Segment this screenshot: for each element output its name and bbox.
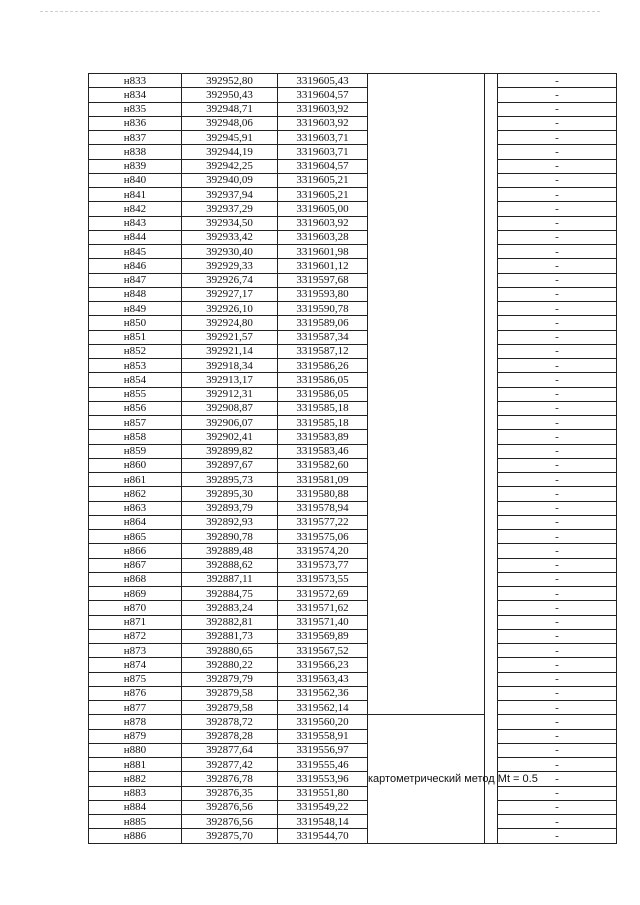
point-name-cell: н862 <box>89 487 182 501</box>
y-coordinate-cell: 3319603,71 <box>278 131 368 145</box>
x-coordinate-cell: 392876,56 <box>182 815 278 829</box>
dash-value-cell: - <box>498 786 617 800</box>
point-name-cell: н876 <box>89 686 182 700</box>
y-coordinate-cell: 3319583,46 <box>278 444 368 458</box>
point-name-cell: н863 <box>89 501 182 515</box>
table-row <box>89 202 617 216</box>
gap-cell <box>485 74 498 844</box>
dash-value-cell: - <box>498 373 617 387</box>
dash-value-cell: - <box>498 316 617 330</box>
point-name-cell: н853 <box>89 359 182 373</box>
x-coordinate-cell: 392950,43 <box>182 88 278 102</box>
point-name-cell: н860 <box>89 458 182 472</box>
x-coordinate-cell: 392876,78 <box>182 772 278 786</box>
point-name-cell: н842 <box>89 202 182 216</box>
x-coordinate-cell: 392889,48 <box>182 544 278 558</box>
point-name-cell: н854 <box>89 373 182 387</box>
table-row <box>89 344 617 358</box>
x-coordinate-cell: 392918,34 <box>182 359 278 373</box>
table-row <box>89 131 617 145</box>
table-row <box>89 159 617 173</box>
dash-value-cell: - <box>498 287 617 301</box>
x-coordinate-cell: 392881,73 <box>182 629 278 643</box>
table-row <box>89 644 617 658</box>
point-name-cell: н866 <box>89 544 182 558</box>
y-coordinate-cell: 3319586,05 <box>278 373 368 387</box>
x-coordinate-cell: 392948,06 <box>182 116 278 130</box>
x-coordinate-cell: 392942,25 <box>182 159 278 173</box>
point-name-cell: н869 <box>89 587 182 601</box>
point-name-cell: н852 <box>89 344 182 358</box>
table-row <box>89 74 617 88</box>
point-name-cell: н874 <box>89 658 182 672</box>
x-coordinate-cell: 392887,11 <box>182 572 278 586</box>
dash-value-cell: - <box>498 572 617 586</box>
y-coordinate-cell: 3319585,18 <box>278 401 368 415</box>
dash-value-cell: - <box>498 302 617 316</box>
coordinates-table <box>88 73 617 844</box>
point-name-cell: н851 <box>89 330 182 344</box>
dash-value-cell: - <box>498 815 617 829</box>
x-coordinate-cell: 392879,58 <box>182 686 278 700</box>
y-coordinate-cell: 3319548,14 <box>278 815 368 829</box>
point-name-cell: н864 <box>89 515 182 529</box>
table-row <box>89 145 617 159</box>
dash-value-cell: - <box>498 644 617 658</box>
table-row <box>89 686 617 700</box>
y-coordinate-cell: 3319578,94 <box>278 501 368 515</box>
y-coordinate-cell: 3319604,57 <box>278 159 368 173</box>
table-row <box>89 430 617 444</box>
table-row <box>89 815 617 829</box>
dash-value-cell: - <box>498 430 617 444</box>
dash-value-cell: - <box>498 359 617 373</box>
y-coordinate-cell: 3319587,12 <box>278 344 368 358</box>
y-coordinate-cell: 3319601,12 <box>278 259 368 273</box>
method-note-cell: картометрический метод Mt = 0.5 <box>368 715 485 843</box>
point-name-cell: н857 <box>89 416 182 430</box>
x-coordinate-cell: 392937,94 <box>182 188 278 202</box>
dash-value-cell: - <box>498 772 617 786</box>
point-name-cell: н871 <box>89 615 182 629</box>
y-coordinate-cell: 3319586,05 <box>278 387 368 401</box>
dash-value-cell: - <box>498 102 617 116</box>
table-row <box>89 116 617 130</box>
dash-value-cell: - <box>498 473 617 487</box>
point-name-cell: н886 <box>89 829 182 843</box>
y-coordinate-cell: 3319573,77 <box>278 558 368 572</box>
table-row <box>89 387 617 401</box>
table-row <box>89 316 617 330</box>
point-name-cell: н833 <box>89 74 182 88</box>
x-coordinate-cell: 392879,58 <box>182 701 278 715</box>
table-row <box>89 572 617 586</box>
dash-value-cell: - <box>498 216 617 230</box>
table-row <box>89 330 617 344</box>
x-coordinate-cell: 392878,28 <box>182 729 278 743</box>
table-row <box>89 173 617 187</box>
y-coordinate-cell: 3319593,80 <box>278 287 368 301</box>
y-coordinate-cell: 3319605,21 <box>278 173 368 187</box>
point-name-cell: н848 <box>89 287 182 301</box>
x-coordinate-cell: 392895,30 <box>182 487 278 501</box>
table-row <box>89 758 617 772</box>
y-coordinate-cell: 3319603,92 <box>278 116 368 130</box>
table-row <box>89 302 617 316</box>
table-row <box>89 487 617 501</box>
dash-value-cell: - <box>498 658 617 672</box>
y-coordinate-cell: 3319582,60 <box>278 458 368 472</box>
y-coordinate-cell: 3319604,57 <box>278 88 368 102</box>
dash-value-cell: - <box>498 458 617 472</box>
table-row <box>89 245 617 259</box>
dash-value-cell: - <box>498 74 617 88</box>
table-row <box>89 587 617 601</box>
dash-value-cell: - <box>498 743 617 757</box>
y-coordinate-cell: 3319601,98 <box>278 245 368 259</box>
dash-value-cell: - <box>498 758 617 772</box>
dash-value-cell: - <box>498 202 617 216</box>
y-coordinate-cell: 3319573,55 <box>278 572 368 586</box>
y-coordinate-cell: 3319577,22 <box>278 515 368 529</box>
x-coordinate-cell: 392921,57 <box>182 330 278 344</box>
x-coordinate-cell: 392908,87 <box>182 401 278 415</box>
point-name-cell: н875 <box>89 672 182 686</box>
dash-value-cell: - <box>498 587 617 601</box>
table-row <box>89 701 617 715</box>
x-coordinate-cell: 392945,91 <box>182 131 278 145</box>
dash-value-cell: - <box>498 558 617 572</box>
dash-value-cell: - <box>498 601 617 615</box>
table-row <box>89 800 617 814</box>
y-coordinate-cell: 3319587,34 <box>278 330 368 344</box>
table-row <box>89 216 617 230</box>
point-name-cell: н885 <box>89 815 182 829</box>
point-name-cell: н855 <box>89 387 182 401</box>
y-coordinate-cell: 3319586,26 <box>278 359 368 373</box>
dash-value-cell: - <box>498 387 617 401</box>
y-coordinate-cell: 3319553,96 <box>278 772 368 786</box>
dash-value-cell: - <box>498 344 617 358</box>
dash-value-cell: - <box>498 530 617 544</box>
x-coordinate-cell: 392952,80 <box>182 74 278 88</box>
y-coordinate-cell: 3319581,09 <box>278 473 368 487</box>
x-coordinate-cell: 392944,19 <box>182 145 278 159</box>
table-row <box>89 287 617 301</box>
y-coordinate-cell: 3319566,23 <box>278 658 368 672</box>
dash-value-cell: - <box>498 515 617 529</box>
dash-value-cell: - <box>498 188 617 202</box>
dash-value-cell: - <box>498 544 617 558</box>
coordinates-table-body <box>89 74 617 844</box>
point-name-cell: н867 <box>89 558 182 572</box>
dash-value-cell: - <box>498 330 617 344</box>
x-coordinate-cell: 392880,22 <box>182 658 278 672</box>
point-name-cell: н847 <box>89 273 182 287</box>
point-name-cell: н861 <box>89 473 182 487</box>
x-coordinate-cell: 392876,56 <box>182 800 278 814</box>
table-row <box>89 444 617 458</box>
x-coordinate-cell: 392926,10 <box>182 302 278 316</box>
dash-value-cell: - <box>498 444 617 458</box>
dash-value-cell: - <box>498 487 617 501</box>
y-coordinate-cell: 3319605,21 <box>278 188 368 202</box>
table-row <box>89 88 617 102</box>
table-row <box>89 102 617 116</box>
point-name-cell: н868 <box>89 572 182 586</box>
x-coordinate-cell: 392921,14 <box>182 344 278 358</box>
y-coordinate-cell: 3319551,80 <box>278 786 368 800</box>
y-coordinate-cell: 3319544,70 <box>278 829 368 843</box>
y-coordinate-cell: 3319560,20 <box>278 715 368 729</box>
table-row <box>89 416 617 430</box>
table-row <box>89 458 617 472</box>
table-row <box>89 601 617 615</box>
x-coordinate-cell: 392877,64 <box>182 743 278 757</box>
y-coordinate-cell: 3319562,36 <box>278 686 368 700</box>
y-coordinate-cell: 3319603,71 <box>278 145 368 159</box>
x-coordinate-cell: 392899,82 <box>182 444 278 458</box>
table-row <box>89 401 617 415</box>
table-row <box>89 501 617 515</box>
point-name-cell: н877 <box>89 701 182 715</box>
point-name-cell: н872 <box>89 629 182 643</box>
dash-value-cell: - <box>498 686 617 700</box>
table-row <box>89 530 617 544</box>
point-name-cell: н850 <box>89 316 182 330</box>
point-name-cell: н879 <box>89 729 182 743</box>
x-coordinate-cell: 392940,09 <box>182 173 278 187</box>
x-coordinate-cell: 392890,78 <box>182 530 278 544</box>
table-row <box>89 473 617 487</box>
x-coordinate-cell: 392929,33 <box>182 259 278 273</box>
x-coordinate-cell: 392875,70 <box>182 829 278 843</box>
y-coordinate-cell: 3319585,18 <box>278 416 368 430</box>
table-row <box>89 672 617 686</box>
point-name-cell: н878 <box>89 715 182 729</box>
table-row <box>89 658 617 672</box>
y-coordinate-cell: 3319589,06 <box>278 316 368 330</box>
dash-value-cell: - <box>498 230 617 244</box>
dash-value-cell: - <box>498 729 617 743</box>
y-coordinate-cell: 3319571,40 <box>278 615 368 629</box>
y-coordinate-cell: 3319575,06 <box>278 530 368 544</box>
dash-value-cell: - <box>498 701 617 715</box>
point-name-cell: н844 <box>89 230 182 244</box>
table-row <box>89 259 617 273</box>
dash-value-cell: - <box>498 131 617 145</box>
point-name-cell: н836 <box>89 116 182 130</box>
point-name-cell: н881 <box>89 758 182 772</box>
table-row <box>89 615 617 629</box>
table-row <box>89 515 617 529</box>
x-coordinate-cell: 392877,42 <box>182 758 278 772</box>
dash-value-cell: - <box>498 273 617 287</box>
y-coordinate-cell: 3319549,22 <box>278 800 368 814</box>
table-row <box>89 729 617 743</box>
table-row <box>89 359 617 373</box>
dash-value-cell: - <box>498 800 617 814</box>
dash-value-cell: - <box>498 416 617 430</box>
y-coordinate-cell: 3319597,68 <box>278 273 368 287</box>
dash-value-cell: - <box>498 401 617 415</box>
y-coordinate-cell: 3319603,92 <box>278 216 368 230</box>
y-coordinate-cell: 3319558,91 <box>278 729 368 743</box>
y-coordinate-cell: 3319563,43 <box>278 672 368 686</box>
point-name-cell: н870 <box>89 601 182 615</box>
x-coordinate-cell: 392897,67 <box>182 458 278 472</box>
point-name-cell: н843 <box>89 216 182 230</box>
point-name-cell: н840 <box>89 173 182 187</box>
x-coordinate-cell: 392902,41 <box>182 430 278 444</box>
table-row <box>89 786 617 800</box>
y-coordinate-cell: 3319556,97 <box>278 743 368 757</box>
point-name-cell: н883 <box>89 786 182 800</box>
point-name-cell: н835 <box>89 102 182 116</box>
table-row <box>89 230 617 244</box>
table-row <box>89 829 617 843</box>
point-name-cell: н880 <box>89 743 182 757</box>
y-coordinate-cell: 3319603,28 <box>278 230 368 244</box>
y-coordinate-cell: 3319605,00 <box>278 202 368 216</box>
point-name-cell: н856 <box>89 401 182 415</box>
point-name-cell: н849 <box>89 302 182 316</box>
y-coordinate-cell: 3319605,43 <box>278 74 368 88</box>
point-name-cell: н846 <box>89 259 182 273</box>
point-name-cell: н839 <box>89 159 182 173</box>
x-coordinate-cell: 392934,50 <box>182 216 278 230</box>
x-coordinate-cell: 392888,62 <box>182 558 278 572</box>
x-coordinate-cell: 392927,17 <box>182 287 278 301</box>
x-coordinate-cell: 392879,79 <box>182 672 278 686</box>
table-row <box>89 715 617 729</box>
dash-value-cell: - <box>498 615 617 629</box>
dash-value-cell: - <box>498 715 617 729</box>
table-row <box>89 558 617 572</box>
y-coordinate-cell: 3319567,52 <box>278 644 368 658</box>
y-coordinate-cell: 3319603,92 <box>278 102 368 116</box>
table-row <box>89 629 617 643</box>
y-coordinate-cell: 3319562,14 <box>278 701 368 715</box>
x-coordinate-cell: 392878,72 <box>182 715 278 729</box>
dash-value-cell: - <box>498 159 617 173</box>
point-name-cell: н865 <box>89 530 182 544</box>
point-name-cell: н845 <box>89 245 182 259</box>
y-coordinate-cell: 3319590,78 <box>278 302 368 316</box>
x-coordinate-cell: 392912,31 <box>182 387 278 401</box>
x-coordinate-cell: 392930,40 <box>182 245 278 259</box>
point-name-cell: н834 <box>89 88 182 102</box>
point-name-cell: н873 <box>89 644 182 658</box>
scan-artifact-line <box>40 11 600 13</box>
dash-value-cell: - <box>498 259 617 273</box>
dash-value-cell: - <box>498 116 617 130</box>
x-coordinate-cell: 392924,80 <box>182 316 278 330</box>
dash-value-cell: - <box>498 245 617 259</box>
dash-value-cell: - <box>498 829 617 843</box>
point-name-cell: н882 <box>89 772 182 786</box>
table-row <box>89 544 617 558</box>
x-coordinate-cell: 392895,73 <box>182 473 278 487</box>
table-row <box>89 743 617 757</box>
x-coordinate-cell: 392876,35 <box>182 786 278 800</box>
dash-value-cell: - <box>498 173 617 187</box>
x-coordinate-cell: 392892,93 <box>182 515 278 529</box>
dash-value-cell: - <box>498 88 617 102</box>
y-coordinate-cell: 3319555,46 <box>278 758 368 772</box>
dash-value-cell: - <box>498 145 617 159</box>
point-name-cell: н837 <box>89 131 182 145</box>
x-coordinate-cell: 392882,81 <box>182 615 278 629</box>
x-coordinate-cell: 392937,29 <box>182 202 278 216</box>
y-coordinate-cell: 3319580,88 <box>278 487 368 501</box>
x-coordinate-cell: 392883,24 <box>182 601 278 615</box>
y-coordinate-cell: 3319574,20 <box>278 544 368 558</box>
x-coordinate-cell: 392926,74 <box>182 273 278 287</box>
point-name-cell: н884 <box>89 800 182 814</box>
table-row <box>89 188 617 202</box>
x-coordinate-cell: 392913,17 <box>182 373 278 387</box>
x-coordinate-cell: 392906,07 <box>182 416 278 430</box>
y-coordinate-cell: 3319569,89 <box>278 629 368 643</box>
method-cell-empty <box>368 74 485 715</box>
table-row <box>89 373 617 387</box>
point-name-cell: н838 <box>89 145 182 159</box>
y-coordinate-cell: 3319571,62 <box>278 601 368 615</box>
point-name-cell: н841 <box>89 188 182 202</box>
table-row <box>89 273 617 287</box>
x-coordinate-cell: 392948,71 <box>182 102 278 116</box>
dash-value-cell: - <box>498 672 617 686</box>
x-coordinate-cell: 392880,65 <box>182 644 278 658</box>
point-name-cell: н858 <box>89 430 182 444</box>
y-coordinate-cell: 3319583,89 <box>278 430 368 444</box>
dash-value-cell: - <box>498 629 617 643</box>
x-coordinate-cell: 392893,79 <box>182 501 278 515</box>
x-coordinate-cell: 392884,75 <box>182 587 278 601</box>
dash-value-cell: - <box>498 501 617 515</box>
point-name-cell: н859 <box>89 444 182 458</box>
x-coordinate-cell: 392933,42 <box>182 230 278 244</box>
y-coordinate-cell: 3319572,69 <box>278 587 368 601</box>
